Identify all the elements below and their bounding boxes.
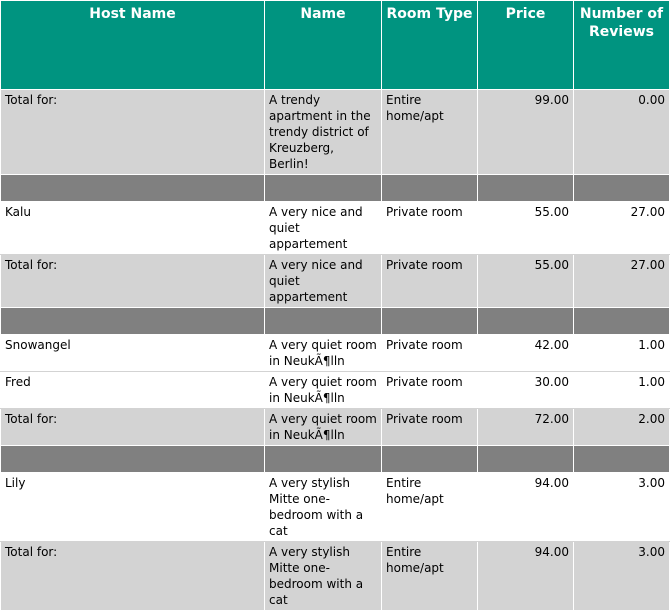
name-cell: A very quiet room in NeukÃ¶lln [265, 409, 382, 446]
room-type-cell [382, 308, 478, 335]
price-cell: 94.00 [478, 473, 574, 542]
reviews-cell: 0.00 [574, 90, 670, 175]
name-cell: A very stylish Mitte one-bedroom with a cat [265, 473, 382, 542]
room-type-cell: Private room [382, 255, 478, 308]
table-header [1, 1, 670, 90]
table-row [1, 335, 670, 372]
price-cell [478, 446, 574, 473]
header-price[interactable]: Price [478, 1, 574, 90]
name-cell [265, 446, 382, 473]
reviews-cell [574, 175, 670, 202]
header-name[interactable]: Name [265, 1, 382, 90]
price-cell: 94.00 [478, 542, 574, 611]
price-cell [478, 175, 574, 202]
price-cell: 72.00 [478, 409, 574, 446]
total-row [1, 542, 670, 611]
price-cell [478, 308, 574, 335]
reviews-cell: 27.00 [574, 255, 670, 308]
price-cell: 30.00 [478, 372, 574, 409]
group-separator-row [1, 446, 670, 473]
name-cell: A trendy apartment in the trendy district of Kreuzberg, Berlin! [265, 90, 382, 175]
room-type-cell: Private room [382, 372, 478, 409]
room-type-cell: Private room [382, 202, 478, 255]
total-row [1, 409, 670, 446]
name-cell [265, 308, 382, 335]
room-type-cell: Private room [382, 409, 478, 446]
room-type-cell: Entire home/apt [382, 542, 478, 611]
name-cell [265, 175, 382, 202]
reviews-cell: 3.00 [574, 473, 670, 542]
reviews-cell: 1.00 [574, 372, 670, 409]
host-name-cell [1, 175, 265, 202]
table-body [1, 90, 670, 611]
header-number-of-reviews[interactable]: Number of Reviews [574, 1, 670, 90]
host-name-cell: Total for: [1, 542, 265, 611]
host-name-cell [1, 446, 265, 473]
total-row [1, 90, 670, 175]
table-row [1, 473, 670, 542]
reviews-cell [574, 308, 670, 335]
host-name-cell: Total for: [1, 90, 265, 175]
header-host-name[interactable]: Host Name [1, 1, 265, 90]
name-cell: A very quiet room in NeukÃ¶lln [265, 335, 382, 372]
host-name-cell: Total for: [1, 255, 265, 308]
group-separator-row [1, 175, 670, 202]
price-cell: 42.00 [478, 335, 574, 372]
table-row [1, 372, 670, 409]
reviews-cell: 2.00 [574, 409, 670, 446]
host-name-cell [1, 308, 265, 335]
host-name-cell: Total for: [1, 409, 265, 446]
price-cell: 99.00 [478, 90, 574, 175]
room-type-cell [382, 175, 478, 202]
total-row [1, 255, 670, 308]
host-name-cell: Kalu [1, 202, 265, 255]
reviews-cell: 1.00 [574, 335, 670, 372]
room-type-cell [382, 446, 478, 473]
host-name-cell: Fred [1, 372, 265, 409]
price-cell: 55.00 [478, 202, 574, 255]
price-cell: 55.00 [478, 255, 574, 308]
host-name-cell: Snowangel [1, 335, 265, 372]
name-cell: A very nice and quiet appartement [265, 255, 382, 308]
header-room-type[interactable]: Room Type [382, 1, 478, 90]
header-row [1, 1, 670, 90]
group-separator-row [1, 308, 670, 335]
reviews-cell: 3.00 [574, 542, 670, 611]
table-row [1, 202, 670, 255]
name-cell: A very quiet room in NeukÃ¶lln [265, 372, 382, 409]
name-cell: A very nice and quiet appartement [265, 202, 382, 255]
name-cell: A very stylish Mitte one-bedroom with a cat [265, 542, 382, 611]
room-type-cell: Private room [382, 335, 478, 372]
reviews-cell [574, 446, 670, 473]
room-type-cell: Entire home/apt [382, 473, 478, 542]
host-name-cell: Lily [1, 473, 265, 542]
reviews-cell: 27.00 [574, 202, 670, 255]
room-type-cell: Entire home/apt [382, 90, 478, 175]
